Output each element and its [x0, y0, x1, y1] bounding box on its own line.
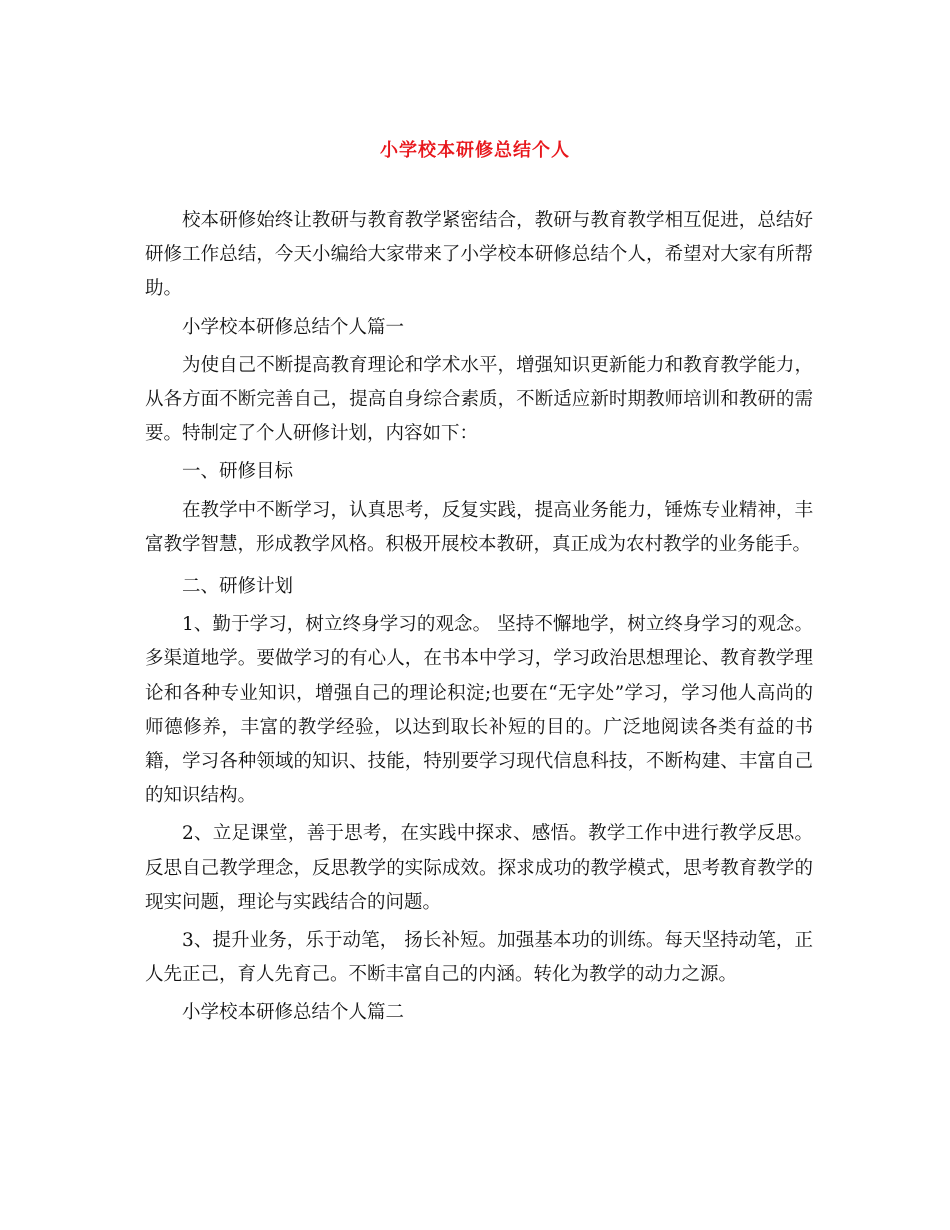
plan-item-1: 1、勤于学习，树立终身学习的观念。 坚持不懈地学，树立终身学习的观念。 多渠道地学。要做学习的有心人，在书本中学习，学习政治思想理论、教育教学理论和各种专业知识，增强自己的理论积淀;也要在“无字处”学习，学习他人高尚的师德修养，丰富的教学经验，以达到取长补短的目的。广泛地阅读各类有益的书籍，学习各种领域的知识、技能，特别要学习现代信息科技，不断构建、丰富自己的知识结构。 [145, 614, 813, 807]
heading-plan: 二、研修计划 [182, 576, 294, 598]
plan-item-3: 3、提升业务，乐于动笔， 扬长补短。加强基本功的训练。每天坚持动笔，正人先正己，育人先育己。不断丰富自己的内涵。转化为教学的动力之源。 [145, 930, 813, 986]
section-heading-part-two: 小学校本研修总结个人篇二 [182, 1002, 405, 1024]
section-heading-part-one: 小学校本研修总结个人篇一 [182, 316, 405, 338]
document-title: 小学校本研修总结个人 [380, 140, 570, 161]
intro-paragraph: 校本研修始终让教研与教育教学紧密结合，教研与教育教学相互促进，总结好研修工作总结，今天小编给大家带来了小学校本研修总结个人，希望对大家有所帮助。 [145, 210, 813, 300]
document-body [145, 204, 813, 1035]
plan-item-2: 2、立足课堂，善于思考，在实践中探求、感悟。教学工作中进行教学反思。反思自己教学理念，反思教学的实际成效。探求成功的教学模式，思考教育教学的现实问题，理论与实践结合的问题。 [145, 823, 813, 913]
heading-goals: 一、研修目标 [182, 461, 294, 483]
paragraph-goals: 在教学中不断学习，认真思考，反复实践，提高业务能力，锤炼专业精神，丰富教学智慧，形成教学风格。积极开展校本教研，真正成为农村教学的业务能手。 [145, 499, 813, 555]
paragraph-purpose: 为使自己不断提高教育理论和学术水平，增强知识更新能力和教育教学能力，从各方面不断完善自己，提高自身综合素质，不断适应新时期教师培训和教研的需要。特制定了个人研修计划，内容如下： [145, 354, 813, 445]
